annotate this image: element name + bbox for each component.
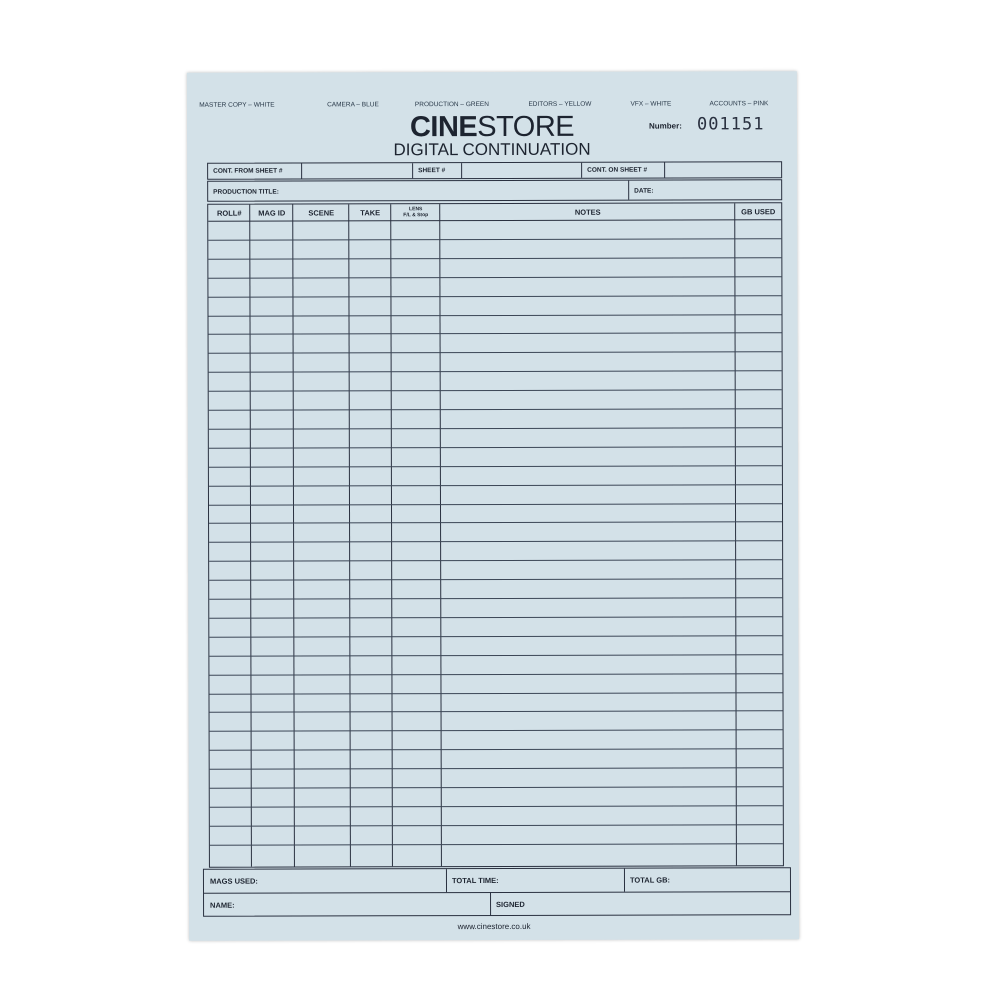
footer-divider <box>204 891 790 894</box>
total-gb-label: TOTAL GB: <box>629 875 670 885</box>
table-row[interactable] <box>210 730 783 733</box>
table-row[interactable] <box>210 805 783 808</box>
logo-bold-part: CINE <box>409 111 478 144</box>
table-row[interactable] <box>209 352 782 355</box>
copy-label-vfx: VFX – WHITE <box>630 100 672 108</box>
table-row[interactable] <box>210 711 783 714</box>
website-url: www.cinestore.co.uk <box>457 921 531 932</box>
sheet-field[interactable] <box>462 163 582 178</box>
copy-label-master: MASTER COPY – WHITE <box>199 101 275 109</box>
copy-label-camera: CAMERA – BLUE <box>327 101 379 109</box>
table-row[interactable] <box>209 446 782 449</box>
column-header-roll: ROLL# <box>216 208 242 218</box>
table-row[interactable] <box>210 843 783 846</box>
table-row[interactable] <box>209 522 782 525</box>
sheet-label: SHEET # <box>413 163 462 178</box>
table-row[interactable] <box>209 408 782 411</box>
table-row[interactable] <box>209 559 782 562</box>
table-row[interactable] <box>208 276 781 279</box>
footer-divider <box>490 892 491 916</box>
logo-light-part: STORE <box>477 110 575 144</box>
footer-divider <box>624 869 625 892</box>
signed-label: SIGNED <box>496 899 525 909</box>
table-row[interactable] <box>209 616 782 619</box>
lens-sub-label: F/L & Stop <box>403 212 429 219</box>
copy-label-accounts: ACCOUNTS – PINK <box>709 100 769 108</box>
table-row[interactable] <box>209 578 782 581</box>
table-row[interactable] <box>208 295 781 298</box>
column-header-take: TAKE <box>360 208 381 218</box>
production-row <box>207 179 782 202</box>
table-row[interactable] <box>209 654 782 657</box>
table-row[interactable] <box>209 597 782 600</box>
table-row[interactable] <box>209 692 782 695</box>
column-divider <box>390 204 393 866</box>
name-label: NAME: <box>210 900 235 910</box>
cont-from-field[interactable] <box>302 163 413 178</box>
total-time-label: TOTAL TIME: <box>451 875 499 886</box>
table-row[interactable] <box>209 370 782 373</box>
log-grid <box>207 202 784 868</box>
table-row[interactable] <box>209 333 782 336</box>
column-divider <box>348 204 351 866</box>
column-header-row <box>208 203 781 222</box>
production-title-label: PRODUCTION TITLE: <box>213 188 279 196</box>
sheet-reference-row <box>207 161 782 180</box>
table-row[interactable] <box>209 427 782 430</box>
table-row[interactable] <box>209 389 782 392</box>
column-divider <box>734 203 737 865</box>
column-divider <box>439 204 442 866</box>
form-title: DIGITAL CONTINUATION <box>393 139 591 160</box>
totals-box <box>203 867 791 917</box>
continuation-sheet <box>187 71 799 941</box>
copy-label-editors: EDITORS – YELLOW <box>528 100 592 108</box>
footer-divider <box>446 869 447 892</box>
sheet-number: 001151 <box>696 114 765 135</box>
column-header-mag-id: MAG ID <box>258 208 286 218</box>
column-header-notes: NOTES <box>574 207 601 217</box>
column-divider <box>292 205 295 867</box>
table-row[interactable] <box>210 824 783 827</box>
table-row[interactable] <box>209 541 782 544</box>
cont-on-field[interactable] <box>665 162 781 177</box>
column-divider <box>249 205 252 867</box>
number-label: Number: <box>648 121 682 131</box>
table-row[interactable] <box>209 673 782 676</box>
production-title-field[interactable] <box>208 181 629 201</box>
cont-on-label: CONT. ON SHEET # <box>582 163 665 178</box>
date-field[interactable] <box>629 180 781 199</box>
table-row[interactable] <box>209 635 782 638</box>
date-label: DATE: <box>634 187 654 195</box>
table-row[interactable] <box>209 484 782 487</box>
column-header-lens <box>391 204 440 221</box>
table-row[interactable] <box>208 314 781 317</box>
table-row[interactable] <box>210 748 783 751</box>
lens-label: LENS <box>409 206 423 213</box>
table-row[interactable] <box>210 786 783 789</box>
column-header-scene: SCENE <box>308 208 335 218</box>
copy-label-production: PRODUCTION – GREEN <box>414 101 489 109</box>
table-row[interactable] <box>208 238 781 241</box>
mags-used-label: MAGS USED: <box>209 876 258 886</box>
table-row[interactable] <box>208 257 781 260</box>
column-header-gb-used: GB USED <box>741 207 776 217</box>
table-row[interactable] <box>209 503 782 506</box>
table-row[interactable] <box>209 465 782 468</box>
cont-from-label: CONT. FROM SHEET # <box>208 163 302 178</box>
table-row[interactable] <box>210 767 783 770</box>
